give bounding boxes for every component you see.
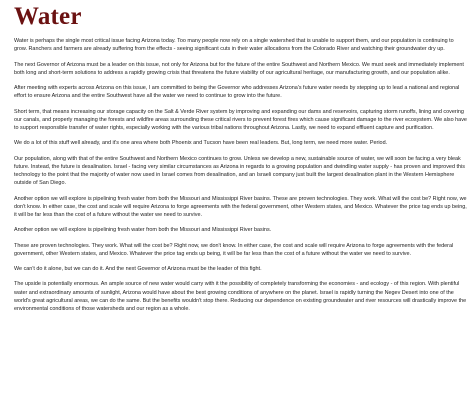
article-body — [14, 37, 467, 313]
paragraph-leader: We can't do it alone, but we can do it. And the next Governor of Arizona must be the leader of this fight. — [14, 266, 262, 272]
paragraph-pipelining: Another option we will explore is pipelining fresh water from both the Missouri and Mississippi River basins. These are proven technologies. They work. What will the cost be? Right now, we don't know. In either case, the cost and scale will require Arizona to forge agreements with the federal government, other Western states, and Mexico. Whatever the price tag ends up being, it will be far less than the cost of a future without the water we need to survive. — [14, 195, 467, 218]
paragraph-desalination: Our population, along with that of the entire Southwest and Northern Mexico continues to grow. Unless we develop a new, sustainable source of water, we will soon be facing a very bleak future. Instead, the future is desalination. Israel - facing very similar circumstances as Arizona in regards to a growing population and dwindling water supply - has proven and improved this technology to the point that the majority of water now used in Israel comes from desalination, and an Israeli company just built the largest desalination plant in the Western Hemisphere outside of San Diego. — [14, 155, 465, 187]
paragraph-commitment: After meeting with experts across Arizona on this issue, I am committed to being the Governor who addresses Arizona's future water needs by stepping up to lead a national and regional effort to ensure Arizona and the entire Southwest have all the water we need to continue to grow into the future. — [14, 85, 460, 100]
paragraph-upside: The upside is potentially enormous. An ample source of new water would carry with it the possibility of completely transforming the economies - and ecology - of this region. With plentiful water and extraordinary amounts of sunlight, Arizona would have about the best growing conditions of anywhere on the planet. Israel is rapidly turning the Negev Desert into one of the world's great agricultural areas, we can do the same. But the benefits wouldn't stop there. Reducing our dependence on existing groundwater and river resources will drastically improve the environmental conditions of those watersheds and our region as a whole. — [14, 281, 467, 312]
paragraph-intro: Water is perhaps the single most critical issue facing Arizona today. Too many people now rely on a single watershed that is unable to support them, and our population is continuing to grow. Ranchers and farmers are already suffering from the effects - seeing significant cuts in their water allocations from the Colorado River and watching their groundwater dry up. — [14, 38, 454, 53]
paragraph-proven-technologies: These are proven technologies. They work. What will the cost be? Right now, we don't know. In either case, the cost and scale will require Arizona to forge agreements with the federal government, other Western states, and Mexico. Whatever the price tag ends up being, it will be far less than the cost of a future without the water we need to survive. — [14, 242, 454, 257]
paragraph-leadership: The next Governor of Arizona must be a leader on this issue, not only for Arizona but for the future of the entire Southwest and Northern Mexico. We must seek and immediately implement both long and short-term solutions to address a rapidly growing crisis that threatens the future viability of our agricultural heritage, our manufacturing growth, and our population alike. — [14, 61, 464, 76]
paragraph-short-term: Short term, that means increasing our storage capacity on the Salt & Verde River system by improving and expanding our dams and reservoirs, capturing storm runoffs, lining and covering our canals, and properly managing the forests and wildfire areas surrounding these critical rivers to prevent forest fires which cause significant damage to the river ecosystem. We also have to support responsible transfer of water rights, especially working with the various tribal nations throughout Arizona. Lastly, we need to expand effluent capture and purification. — [14, 108, 467, 131]
paragraph-pipelining-repeat: Another option we will explore is pipelining fresh water from both the Missouri and Mississippi River basins. — [14, 227, 272, 234]
paragraph-long-term: We do a lot of this stuff well already, and it's one area where both Phoenix and Tucson have been real leaders. But, long term, we need more water. Period. — [14, 140, 388, 147]
page-title: Water — [14, 3, 82, 30]
